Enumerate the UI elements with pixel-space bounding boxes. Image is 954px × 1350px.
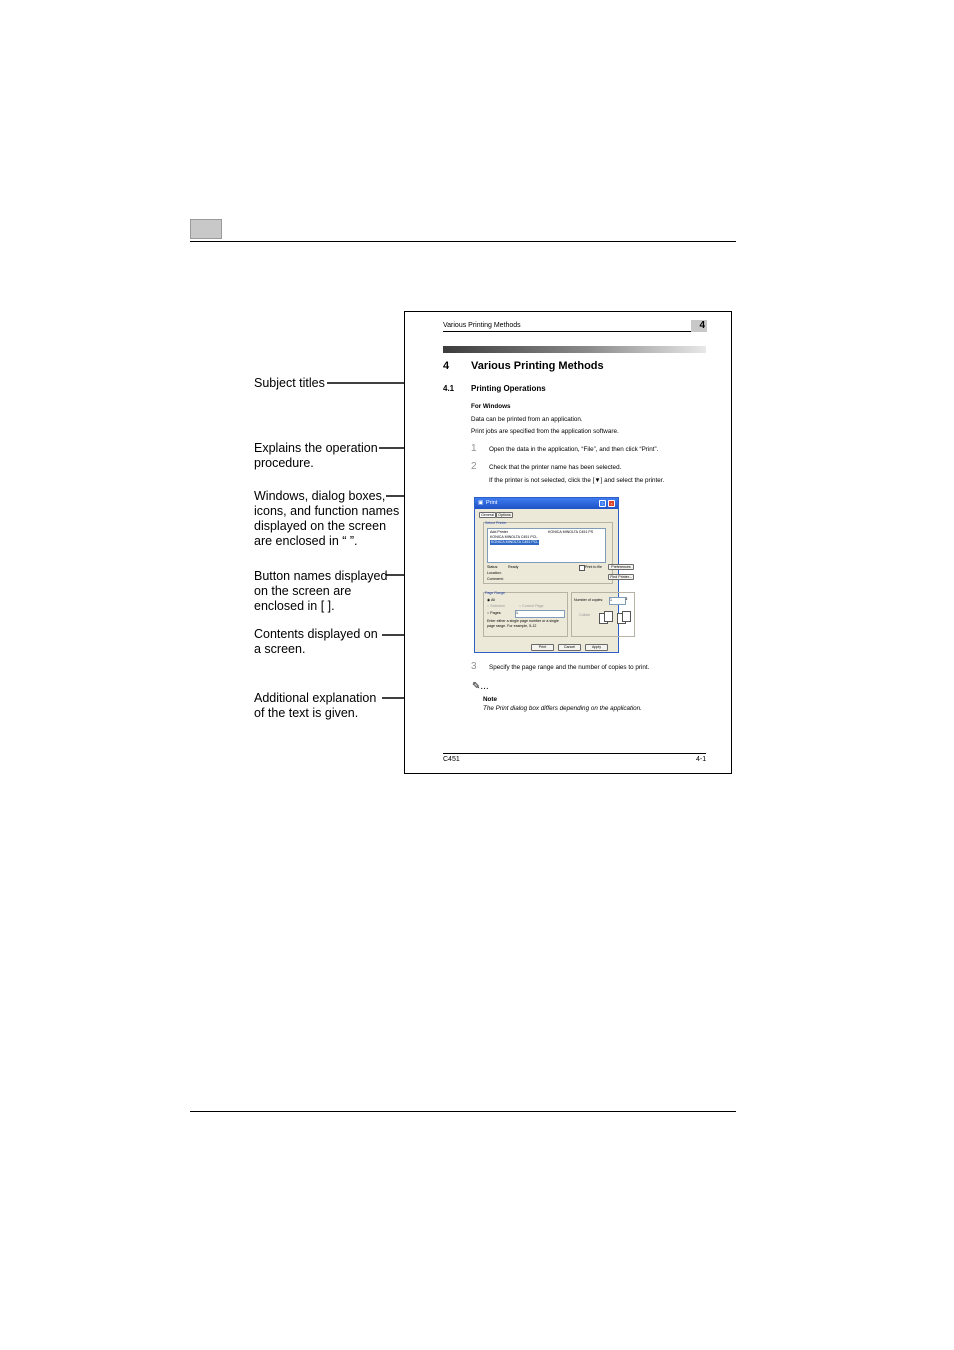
radio-current-page-label: Current Page [522, 604, 544, 608]
callout-text: Subject titles [254, 376, 325, 390]
sample-footer-rule [443, 753, 706, 754]
sample-header-rule [443, 331, 706, 332]
callout-text: Windows, dialog boxes, [254, 489, 386, 503]
sample-title-gradient-bar [443, 346, 706, 353]
callout-text: enclosed in [ ]. [254, 599, 335, 613]
sample-note-text: The Print dialog box differs depending on the application. [483, 705, 642, 712]
sample-step-number: 1 [471, 443, 477, 454]
sample-chapter-number: 4 [443, 360, 450, 372]
cancel-button: Cancel [558, 644, 581, 651]
callout-text: Button names displayed [254, 569, 388, 583]
copies-spinner-icon: ⇕ [625, 597, 629, 601]
print-button: Print [531, 644, 554, 651]
printer-list [487, 528, 606, 563]
sample-intro-line: Print jobs are specified from the application software. [471, 428, 619, 435]
sample-chapter-title: Various Printing Methods [471, 360, 604, 372]
page-range-hint: Enter either a single page number or a single page range. For example, 5-12 [487, 619, 559, 628]
radio-selection-label: Selection [490, 604, 505, 608]
print-to-file-label: Print to file [585, 565, 602, 569]
sample-chapter-badge [691, 320, 707, 332]
callout-text: a screen. [254, 642, 306, 656]
find-printer-button: Find Printer... [608, 574, 634, 580]
copies-input: 1 [609, 597, 626, 605]
status-label: Status: [487, 565, 499, 569]
sample-print-dialog-screenshot [474, 497, 632, 653]
preferences-button: Preferences [608, 564, 634, 570]
sample-section-title: Printing Operations [471, 384, 546, 393]
status-value: Ready [508, 565, 519, 569]
sample-step-number: 3 [471, 661, 477, 672]
apply-button: Apply [585, 644, 608, 651]
sample-step-text: Check that the printer name has been selected. [489, 464, 622, 471]
callout-text: of the text is given. [254, 706, 359, 720]
radio-current-page: ○ Current Page [519, 604, 544, 608]
callout-text: displayed on the screen [254, 519, 387, 533]
sample-footer-model: C451 [443, 756, 460, 763]
callout-text: procedure. [254, 456, 314, 470]
printer-icon: ▣ [478, 500, 484, 506]
close-icon: × [608, 500, 615, 507]
callout-text: icons, and function names [254, 504, 400, 518]
tab-options: Options [496, 512, 513, 518]
dialog-titlebar [475, 498, 618, 509]
location-label: Location: [487, 571, 502, 575]
page-range-label: Page Range [485, 591, 505, 595]
sample-intro-line: Data can be printed from an application. [471, 416, 583, 423]
dialog-title: Print [486, 500, 498, 506]
pages-input: 1 [515, 610, 565, 618]
callout-text: Additional explanation [254, 691, 377, 705]
help-icon: ? [599, 500, 606, 507]
callout-text: Explains the operation [254, 441, 378, 455]
sample-step-text: Specify the page range and the number of copies to print. [489, 664, 650, 671]
tab-general: General [479, 512, 496, 518]
radio-pages: ○ Pages: [487, 611, 502, 615]
select-printer-label: Select Printer [485, 521, 507, 525]
sample-subsection-title: For Windows [471, 403, 511, 410]
radio-selection: ○ Selection [487, 604, 505, 608]
collate-label: Collate [579, 613, 591, 617]
printer-item-selected: KONICA MINOLTA C451 PCL [491, 540, 539, 544]
callout-text: on the screen are [254, 584, 352, 598]
printer-item: Add Printer [490, 530, 508, 534]
sample-step-text: Open the data in the application, “File”, and then click “Print”. [489, 446, 659, 453]
callout-text: Contents displayed on [254, 627, 378, 641]
printer-item: KONICA MINOLTA C451 PS [548, 530, 594, 534]
sample-section-number: 4.1 [443, 384, 455, 393]
sample-note-label: Note [483, 696, 497, 703]
radio-all: ◉ All [487, 598, 495, 602]
sample-footer-page-number: 4-1 [696, 756, 707, 763]
radio-pages-label: Pages: [490, 611, 502, 615]
sample-step-detail: If the printer is not selected, click the [▼] and select the printer. [489, 477, 665, 484]
sample-step-number: 2 [471, 461, 477, 472]
copies-label: Number of copies: [574, 598, 604, 602]
sample-running-header: Various Printing Methods [443, 322, 521, 329]
sample-chapter-badge-number: 4 [699, 320, 705, 331]
comment-label: Comment: [487, 577, 504, 581]
printer-item: KONICA MINOLTA C451 PCL [490, 535, 538, 539]
radio-all-label: All [490, 598, 495, 602]
callout-text: are enclosed in “ ”. [254, 534, 358, 548]
pencil-note-icon: ✎... [472, 681, 489, 692]
